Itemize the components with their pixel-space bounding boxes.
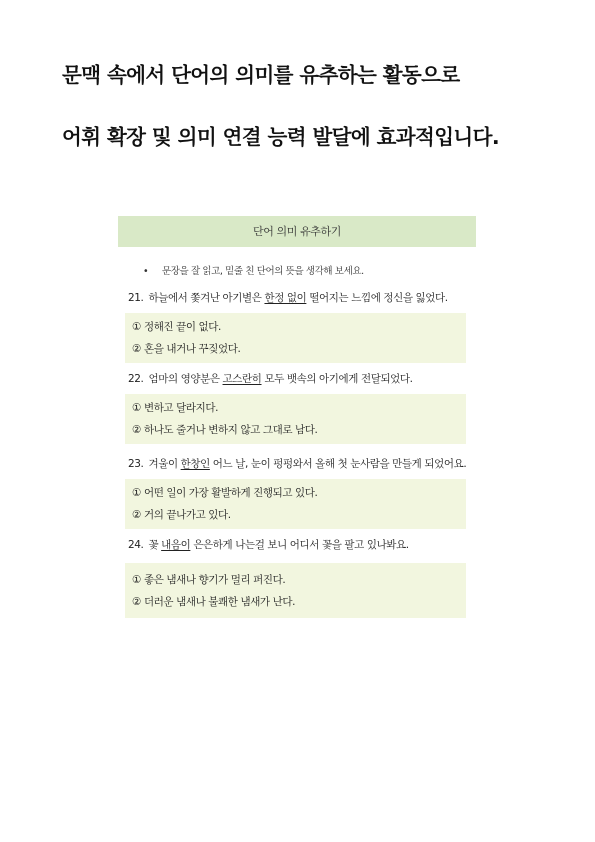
bullet-icon: • xyxy=(143,266,149,277)
question-text-before: 엄마의 영양분은 xyxy=(148,373,223,385)
option-2: ② 거의 끝나가고 있다. xyxy=(132,509,231,521)
worksheet xyxy=(118,216,476,618)
question-number: 24. xyxy=(128,539,144,551)
target-word: 한창인 xyxy=(180,458,210,470)
question-text-before: 겨울이 xyxy=(148,458,181,470)
option-1: ① 어떤 일이 가장 활발하게 진행되고 있다. xyxy=(132,487,318,499)
target-word: 내음이 xyxy=(161,539,191,551)
question-number: 23. xyxy=(128,458,144,470)
question-24 xyxy=(128,538,476,553)
question-22 xyxy=(128,372,476,387)
question-23 xyxy=(128,457,476,472)
question-text-after: 모두 뱃속의 아기에게 전달되었다. xyxy=(261,373,413,385)
question-text-after: 은은하게 나는걸 보니 어디서 꽃을 팔고 있나봐요. xyxy=(190,539,409,551)
options-23 xyxy=(125,479,466,529)
option-1: ① 변하고 달라지다. xyxy=(132,402,219,414)
question-text-after: 어느 날, 눈이 펑펑와서 올해 첫 눈사람을 만들게 되었어요. xyxy=(209,458,467,470)
question-text-before: 꽃 xyxy=(148,539,162,551)
options-24 xyxy=(125,563,466,618)
target-word: 한정 없이 xyxy=(264,292,307,304)
headline-line-2: 어휘 확장 및 의미 연결 능력 발달에 효과적입니다. xyxy=(62,125,500,149)
option-2: ② 더러운 냄새나 불쾌한 냄새가 난다. xyxy=(132,596,296,608)
options-21 xyxy=(125,313,466,363)
question-number: 22. xyxy=(128,373,144,385)
options-22 xyxy=(125,394,466,444)
option-1: ① 좋은 냄새나 향기가 멀리 퍼진다. xyxy=(132,574,286,586)
question-text-before: 하늘에서 쫓겨난 아기별은 xyxy=(148,292,265,304)
target-word: 고스란히 xyxy=(222,373,262,385)
option-2: ② 하나도 줄거나 변하지 않고 그대로 남다. xyxy=(132,424,318,436)
instruction-text: 문장을 잘 읽고, 밑줄 친 단어의 뜻을 생각해 보세요. xyxy=(162,266,364,277)
instruction xyxy=(143,263,476,277)
question-text-after: 떨어지는 느낌에 정신을 잃었다. xyxy=(306,292,448,304)
question-number: 21. xyxy=(128,292,144,304)
option-2: ② 혼을 내거나 꾸짖었다. xyxy=(132,343,241,355)
option-1: ① 정해진 끝이 없다. xyxy=(132,321,221,333)
worksheet-title: 단어 의미 유추하기 xyxy=(118,216,476,247)
headline-line-1: 문맥 속에서 단어의 의미를 유추하는 활동으로 xyxy=(62,63,460,87)
question-21 xyxy=(128,291,476,306)
